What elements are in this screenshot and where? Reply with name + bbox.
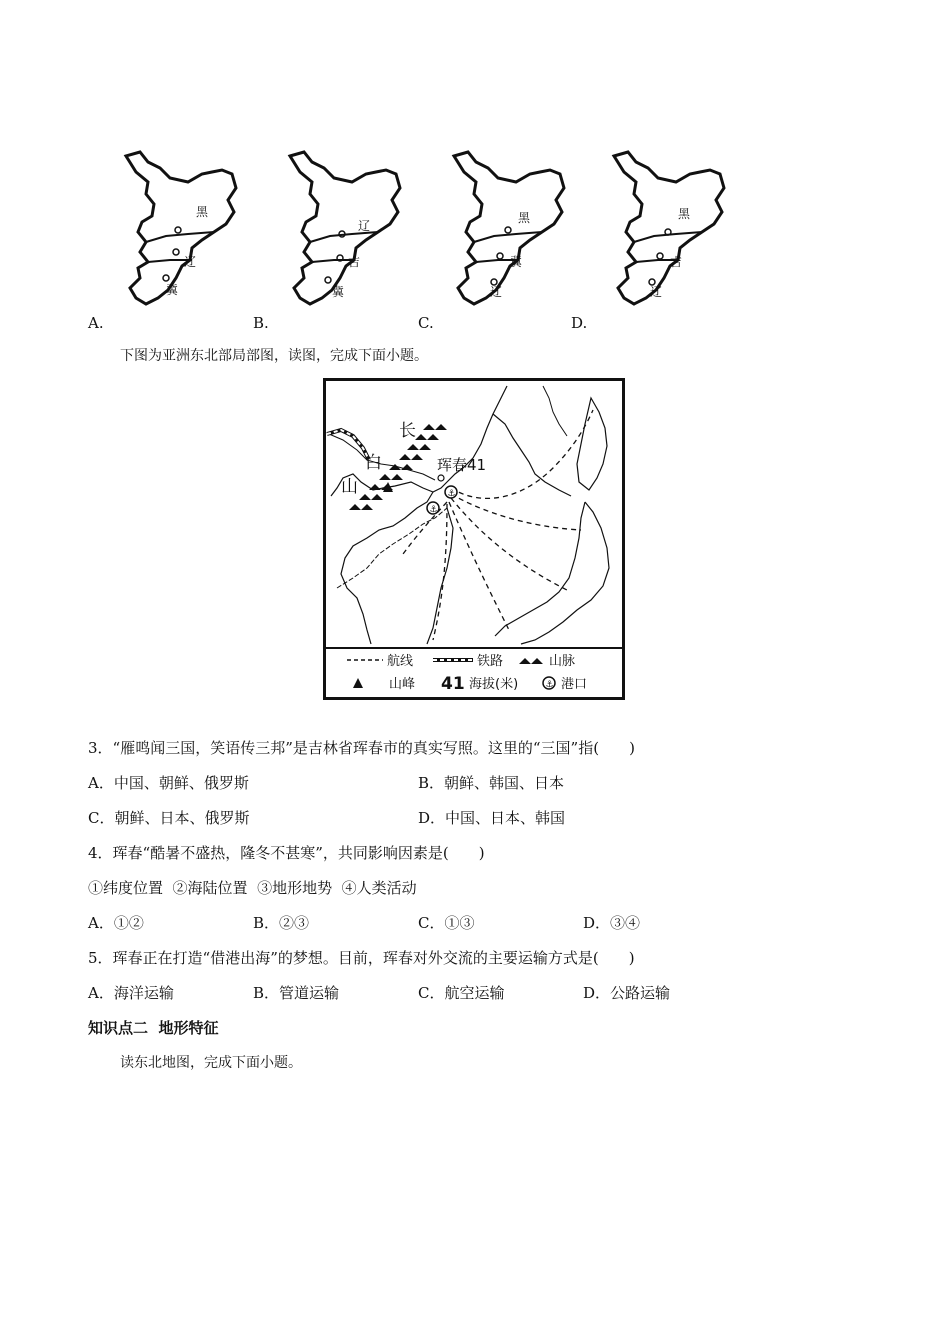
q3-option-a: A．中国、朝鲜、俄罗斯: [88, 774, 249, 792]
q4-option-c: C．①③: [418, 914, 475, 932]
mountain-char-2: 白: [365, 453, 382, 473]
province-top-label: 黑: [196, 205, 209, 219]
province-top-label: 辽: [358, 219, 371, 233]
option-map-d: [606, 148, 726, 328]
section-2-intro: 读东北地图，完成下面小题。: [120, 1055, 302, 1071]
option-map-a: [118, 148, 238, 328]
option-b-label: B.: [253, 314, 269, 332]
q5-option-d: D．公路运输: [583, 984, 671, 1002]
q4-factors: ①纬度位置 ②海陆位置 ③地形地势 ④人类活动: [88, 879, 417, 897]
legend-mountain-range-label: 山脉: [549, 654, 576, 669]
option-c-label: C.: [418, 314, 434, 332]
northeast-asia-map: [323, 378, 625, 700]
svg-text:⚓: ⚓: [447, 489, 456, 499]
q4-option-d: D．③④: [583, 914, 641, 932]
section-2-title: 知识点二 地形特征: [88, 1019, 219, 1037]
province-bottom-label: 冀: [332, 285, 345, 299]
province-mid-label: 吉: [670, 255, 683, 269]
province-bottom-label: 冀: [166, 283, 179, 297]
mountain-char-3: 山: [341, 477, 358, 497]
q3-option-c: C．朝鲜、日本、俄罗斯: [88, 809, 250, 827]
option-d-label: D.: [571, 314, 588, 332]
northeast-outline-d: [606, 148, 726, 328]
legend-port-label: 港口: [561, 677, 588, 692]
province-top-label: 黑: [518, 211, 531, 225]
mountain-char-1: 长: [399, 421, 416, 441]
legend-route-label: 航线: [387, 654, 414, 669]
province-bottom-label: 辽: [650, 285, 663, 299]
northeast-outline-a: [118, 148, 238, 328]
q3-option-d: D．中国、日本、韩国: [418, 809, 566, 827]
q3-option-b: B．朝鲜、韩国、日本: [418, 774, 565, 792]
hunchun-city-dot: [438, 475, 444, 481]
svg-text:⚓: ⚓: [429, 505, 438, 515]
q5-option-a: A．海洋运输: [88, 984, 174, 1002]
q3-stem: 3．“雁鸣闻三国，笑语传三邦”是吉林省珲春市的真实写照。这里的“三国”指( ): [88, 739, 635, 757]
option-map-c: [446, 148, 566, 328]
northeast-outline-b: [282, 148, 402, 328]
svg-text:⚓: ⚓: [545, 680, 554, 690]
province-mid-label: 冀: [510, 255, 523, 269]
legend-elevation-value: 41: [441, 674, 465, 694]
hunchun-city-label: 珲春41: [437, 456, 487, 474]
q4-stem: 4．珲春“酷暑不盛热，隆冬不甚寒”，共同影响因素是( ): [88, 844, 485, 862]
province-mid-label: 吉: [348, 255, 361, 269]
legend-elevation-label: 海拔(米): [469, 677, 519, 692]
q4-option-b: B．②③: [253, 914, 310, 932]
province-bottom-label: 辽: [490, 285, 503, 299]
legend-railway-label: 铁路: [477, 654, 504, 669]
legend-peak-label: 山峰: [389, 677, 416, 692]
map-svg: [323, 378, 625, 700]
q5-option-b: B．管道运输: [253, 984, 340, 1002]
intro-text-1: 下图为亚洲东北部局部图，读图，完成下面小题。: [120, 348, 428, 364]
province-top-label: 黑: [678, 207, 691, 221]
option-a-label: A.: [88, 314, 104, 332]
q4-option-a: A．①②: [88, 914, 144, 932]
province-mid-label: 辽: [184, 255, 197, 269]
q5-stem: 5．珲春正在打造“借港出海”的梦想。目前，珲春对外交流的主要运输方式是( ): [88, 949, 635, 967]
option-map-b: [282, 148, 402, 328]
northeast-outline-c: [446, 148, 566, 328]
q5-option-c: C．航空运输: [418, 984, 505, 1002]
